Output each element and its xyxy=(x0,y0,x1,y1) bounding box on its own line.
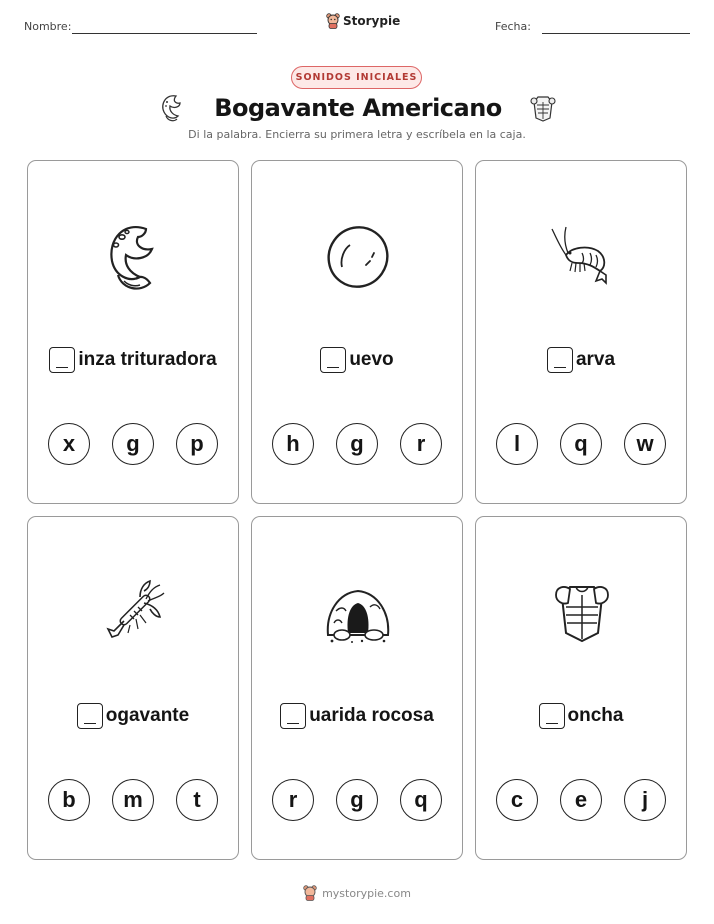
page-title: Bogavante Americano xyxy=(214,94,502,122)
bear-mascot-icon xyxy=(303,885,317,901)
cave-icon xyxy=(318,573,398,653)
letter-choice[interactable]: t xyxy=(176,779,218,821)
word-ending: uevo xyxy=(349,349,394,370)
exercise-card xyxy=(475,160,687,504)
letter-choice[interactable]: l xyxy=(496,423,538,465)
name-label: Nombre: xyxy=(24,20,72,33)
word-ending: inza trituradora xyxy=(78,349,217,370)
letter-choices xyxy=(28,779,238,821)
letter-choice[interactable]: w xyxy=(624,423,666,465)
answer-box[interactable] xyxy=(280,703,306,729)
word-row xyxy=(252,703,462,729)
letter-choice[interactable]: j xyxy=(624,779,666,821)
lobster-icon xyxy=(94,573,174,653)
word-row xyxy=(28,347,238,373)
answer-box[interactable] xyxy=(539,703,565,729)
answer-box[interactable] xyxy=(49,347,75,373)
answer-box[interactable] xyxy=(547,347,573,373)
exercise-card xyxy=(27,160,239,504)
topic-tag: SONIDOS INICIALES xyxy=(291,66,422,89)
word-row xyxy=(28,703,238,729)
letter-choices xyxy=(28,423,238,465)
word-row xyxy=(476,703,686,729)
letter-choices xyxy=(252,779,462,821)
egg-icon xyxy=(318,217,398,297)
brand-name: Storypie xyxy=(343,14,401,28)
letter-choices xyxy=(476,779,686,821)
exercise-card xyxy=(475,516,687,860)
letter-choice[interactable]: g xyxy=(112,423,154,465)
letter-choice[interactable]: r xyxy=(272,779,314,821)
exercise-card xyxy=(251,516,463,860)
lobster-claw-icon xyxy=(158,92,186,124)
letter-choice[interactable]: q xyxy=(560,423,602,465)
answer-box[interactable] xyxy=(77,703,103,729)
name-field[interactable] xyxy=(72,33,257,34)
date-field[interactable] xyxy=(542,33,690,34)
letter-choice[interactable]: q xyxy=(400,779,442,821)
shell-armor-icon xyxy=(542,573,622,653)
claw-icon xyxy=(94,217,174,297)
word-ending: arva xyxy=(575,349,616,370)
letter-choice[interactable]: r xyxy=(400,423,442,465)
letter-choice[interactable]: c xyxy=(496,779,538,821)
letter-choice[interactable]: p xyxy=(176,423,218,465)
letter-choice[interactable]: b xyxy=(48,779,90,821)
instructions: Di la palabra. Encierra su primera letra y escríbela en la caja. xyxy=(188,128,526,141)
letter-choice[interactable]: e xyxy=(560,779,602,821)
brand-logo xyxy=(326,13,400,29)
bear-mascot-icon xyxy=(326,13,340,29)
footer-url[interactable]: mystorypie.com xyxy=(322,886,411,900)
word-row xyxy=(476,347,686,373)
word-ending: uarida rocosa xyxy=(309,705,434,726)
letter-choice[interactable]: g xyxy=(336,423,378,465)
letter-choices xyxy=(476,423,686,465)
exercise-card xyxy=(27,516,239,860)
title-row xyxy=(0,90,714,126)
date-label: Fecha: xyxy=(495,20,531,33)
exercise-card xyxy=(251,160,463,504)
shrimp-icon xyxy=(542,217,622,297)
word-ending: oncha xyxy=(567,705,624,726)
letter-choice[interactable]: h xyxy=(272,423,314,465)
letter-choice[interactable]: g xyxy=(336,779,378,821)
armor-icon xyxy=(530,94,556,122)
word-row xyxy=(252,347,462,373)
word-ending: ogavante xyxy=(105,705,190,726)
letter-choices xyxy=(252,423,462,465)
answer-box[interactable] xyxy=(320,347,346,373)
footer xyxy=(0,885,714,901)
letter-choice[interactable]: m xyxy=(112,779,154,821)
letter-choice[interactable]: x xyxy=(48,423,90,465)
